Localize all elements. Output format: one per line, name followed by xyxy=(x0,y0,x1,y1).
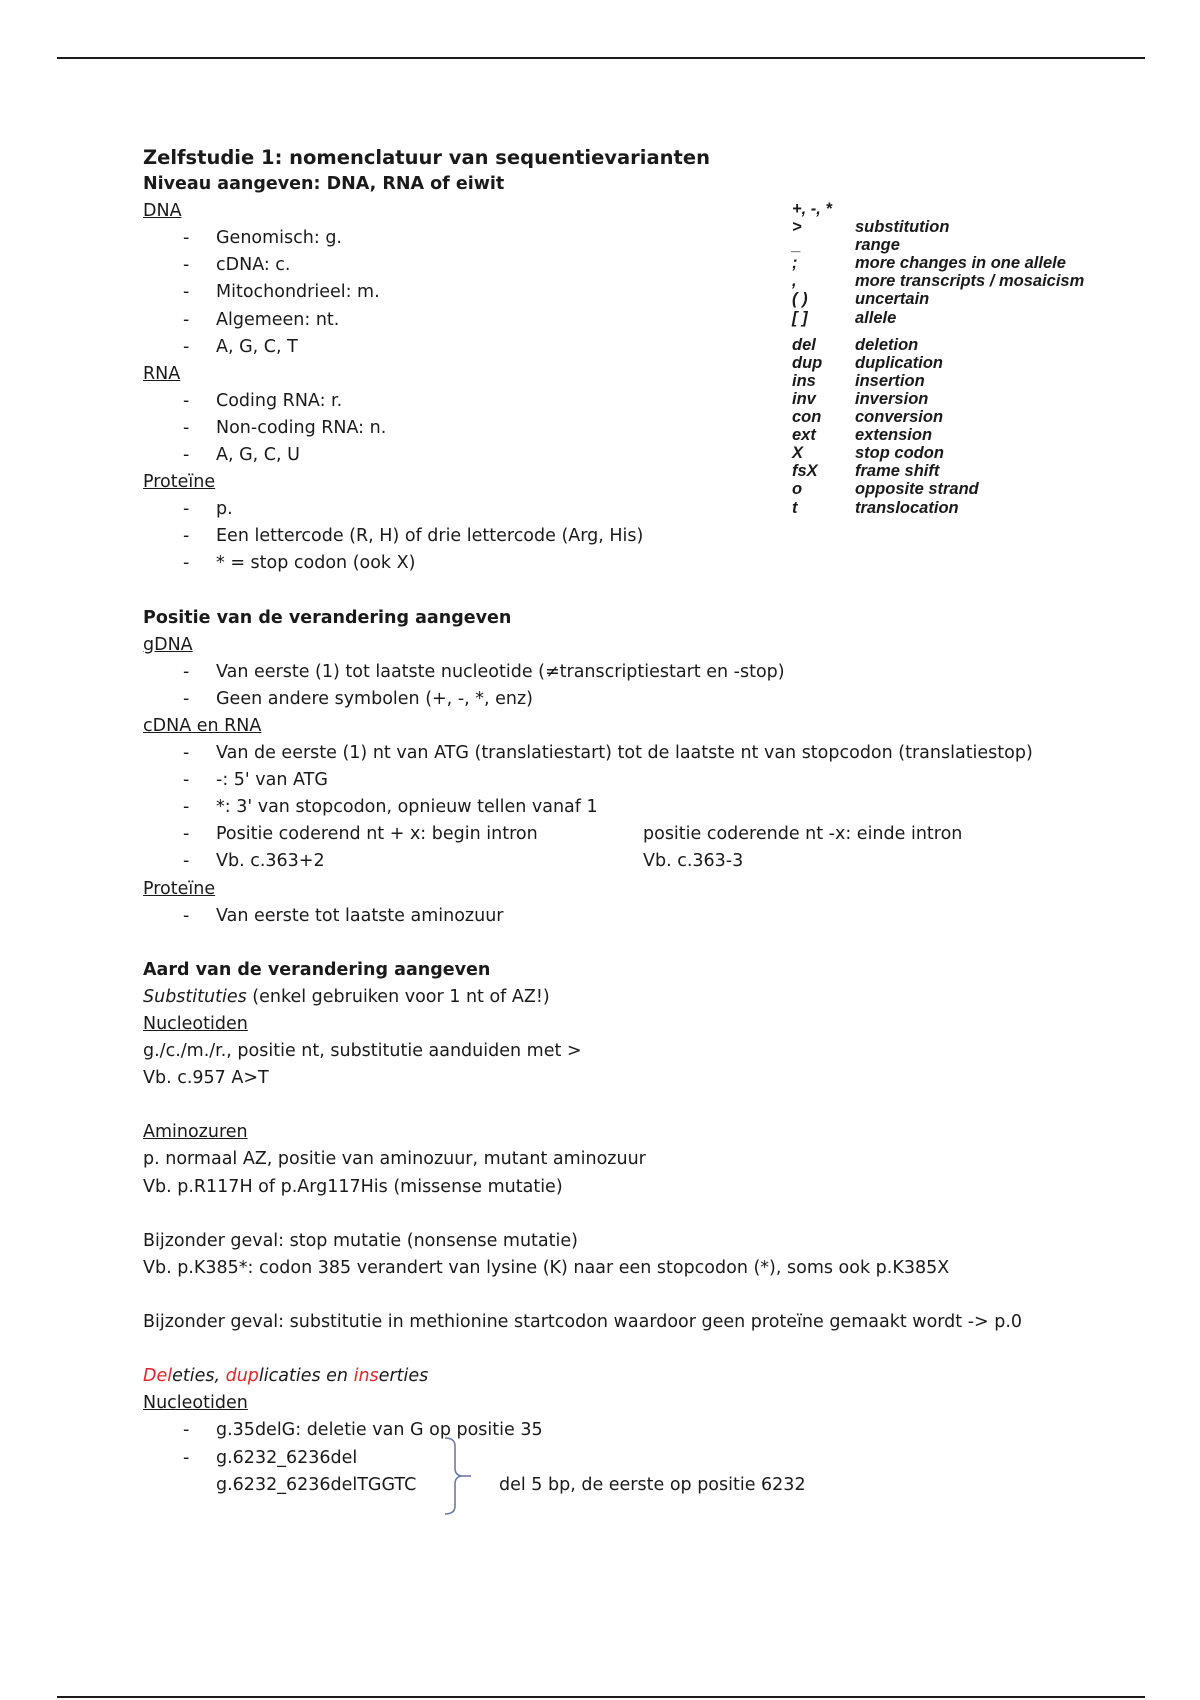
list-item xyxy=(143,848,1143,875)
document-title: Zelfstudie 1: nomenclatuur van sequentievarianten xyxy=(143,146,710,169)
legend-symbol: del xyxy=(792,335,816,354)
legend-symbol: _ xyxy=(792,236,802,255)
gdna-label: gDNA xyxy=(143,634,193,655)
paragraph-line: Vb. p.R117H of p.Arg117His (missense mutatie) xyxy=(143,1176,563,1197)
legend-description: more changes in one allele xyxy=(855,254,1066,273)
nucleotides-label: Nucleotiden xyxy=(143,1014,248,1034)
substitutions-term: Substituties xyxy=(143,986,247,1007)
legend-description: frame shift xyxy=(855,462,940,481)
legend-description: opposite strand xyxy=(855,480,979,499)
legend-description: uncertain xyxy=(855,290,930,309)
legend-symbol: ext xyxy=(792,426,816,445)
heading-fragment: erties xyxy=(378,1366,429,1387)
heading-fragment: ins xyxy=(353,1366,379,1387)
legend-symbol: X xyxy=(792,444,804,463)
list-item: - A, G, C, T xyxy=(143,334,1143,361)
legend-symbol: t xyxy=(792,498,798,517)
list-item: - Geen andere symbolen (+, -, *, enz) xyxy=(143,686,1143,713)
heading-fragment: dup xyxy=(225,1366,259,1387)
list-item: - g.35delG: deletie van G op positie 35 xyxy=(143,1417,1143,1444)
list-item-continuation xyxy=(143,1472,1143,1499)
list-item: - Een lettercode (R, H) of drie lettercode (Arg, His) xyxy=(143,523,1143,550)
paragraph-line: Bijzonder geval: substitutie in methionine startcodon waardoor geen proteïne gemaakt wordt -> p.0 xyxy=(143,1312,1023,1333)
list-item: - Mitochondrieel: m. xyxy=(143,279,1143,306)
level-heading: Niveau aangeven: DNA, RNA of eiwit xyxy=(143,174,505,195)
legend-symbol: fsX xyxy=(792,462,818,481)
paragraph-line: p. normaal AZ, positie van aminozuur, mutant aminozuur xyxy=(143,1149,646,1170)
legend-symbol: dup xyxy=(792,353,823,372)
legend-description: range xyxy=(855,236,900,255)
document-body xyxy=(143,144,1143,1499)
heading-fragment: eties, xyxy=(172,1366,226,1387)
legend-description: extension xyxy=(855,426,933,445)
legend-symbol: [ ] xyxy=(792,308,808,327)
paragraph-line: Vb. p.K385*: codon 385 verandert van lysine (K) naar een stopcodon (*), soms ook p.K385X xyxy=(143,1257,950,1278)
top-rule xyxy=(57,57,1145,59)
heading-fragment: licaties en xyxy=(258,1366,354,1387)
list-item: - Algemeen: nt. xyxy=(143,307,1143,334)
nature-heading: Aard van de verandering aangeven xyxy=(143,959,491,980)
legend-description: translocation xyxy=(855,498,959,517)
legend-symbol: ( ) xyxy=(792,290,808,309)
legend-description: conversion xyxy=(855,408,944,427)
rna-label: RNA xyxy=(143,363,181,384)
legend-symbol: o xyxy=(792,480,803,499)
legend-description: deletion xyxy=(855,335,919,354)
legend-symbol: ins xyxy=(792,371,816,390)
list-item: - Coding RNA: r. xyxy=(143,388,1143,415)
legend-description: more transcripts / mosaicism xyxy=(855,272,1085,291)
intron-begin-text: Positie coderend nt + x: begin intron xyxy=(216,824,538,845)
right-brace-icon xyxy=(433,1434,493,1518)
legend-symbol: , xyxy=(792,272,797,291)
list-item: - Van eerste tot laatste aminozuur xyxy=(143,903,1143,930)
aminoacids-label: Aminozuren xyxy=(143,1122,248,1143)
list-item: - g.6232_6236del xyxy=(143,1445,1143,1472)
position-heading: Positie van de verandering aangeven xyxy=(143,607,512,628)
legend-symbol: con xyxy=(792,408,822,427)
legend-description: duplication xyxy=(855,353,943,372)
legend-symbol: > xyxy=(792,218,802,237)
indels-nucleotides-label: Nucleotiden xyxy=(143,1393,248,1414)
substitutions-note: (enkel gebruiken voor 1 nt of AZ!) xyxy=(246,986,550,1007)
protein-position-label: Proteïne xyxy=(143,878,216,899)
list-item: - Non-coding RNA: n. xyxy=(143,415,1143,442)
legend-description: insertion xyxy=(855,371,925,390)
intron-begin-example: Vb. c.363+2 xyxy=(216,851,325,872)
list-item: - Van eerste (1) tot laatste nucleotide (≠transcriptiestart en -stop) xyxy=(143,659,1143,686)
legend-header: +, -, * xyxy=(792,200,832,218)
list-item: - *: 3' van stopcodon, opnieuw tellen vanaf 1 xyxy=(143,794,1143,821)
legend-symbol: ; xyxy=(792,254,798,273)
list-item xyxy=(143,821,1143,848)
heading-fragment: Del xyxy=(143,1366,173,1387)
legend-description: inversion xyxy=(855,389,929,408)
list-item: - A, G, C, U xyxy=(143,442,1143,469)
list-item: - * = stop codon (ook X) xyxy=(143,550,1143,577)
list-item: - p. xyxy=(143,496,1143,523)
legend-description: allele xyxy=(855,308,897,327)
protein-label: Proteïne xyxy=(143,472,216,493)
paragraph-line: g./c./m./r., positie nt, substitutie aanduiden met > xyxy=(143,1041,582,1062)
paragraph-line: Vb. c.957 A>T xyxy=(143,1068,269,1089)
deletion-sequence: g.6232_6236delTGGTC xyxy=(216,1474,417,1495)
legend-description: substitution xyxy=(855,218,950,237)
indels-heading xyxy=(143,1363,1143,1390)
cdna-rna-label: cDNA en RNA xyxy=(143,715,262,736)
list-item: - Van de eerste (1) nt van ATG (translatiestart) tot de laatste nt van stopcodon (translatiestop) xyxy=(143,740,1143,767)
list-item: - Genomisch: g. xyxy=(143,225,1143,252)
paragraph-line: Bijzonder geval: stop mutatie (nonsense mutatie) xyxy=(143,1230,578,1251)
intron-end-text: positie coderende nt -x: einde intron xyxy=(643,824,963,845)
bottom-rule xyxy=(57,1696,1145,1698)
list-item: - -: 5' van ATG xyxy=(143,767,1143,794)
dna-label: DNA xyxy=(143,201,182,222)
legend-symbol: inv xyxy=(792,389,816,408)
list-item: - cDNA: c. xyxy=(143,252,1143,279)
substitutions-line xyxy=(143,984,1143,1011)
brace-note: del 5 bp, de eerste op positie 6232 xyxy=(499,1474,806,1495)
intron-end-example: Vb. c.363-3 xyxy=(643,851,744,872)
legend-description: stop codon xyxy=(855,444,944,463)
